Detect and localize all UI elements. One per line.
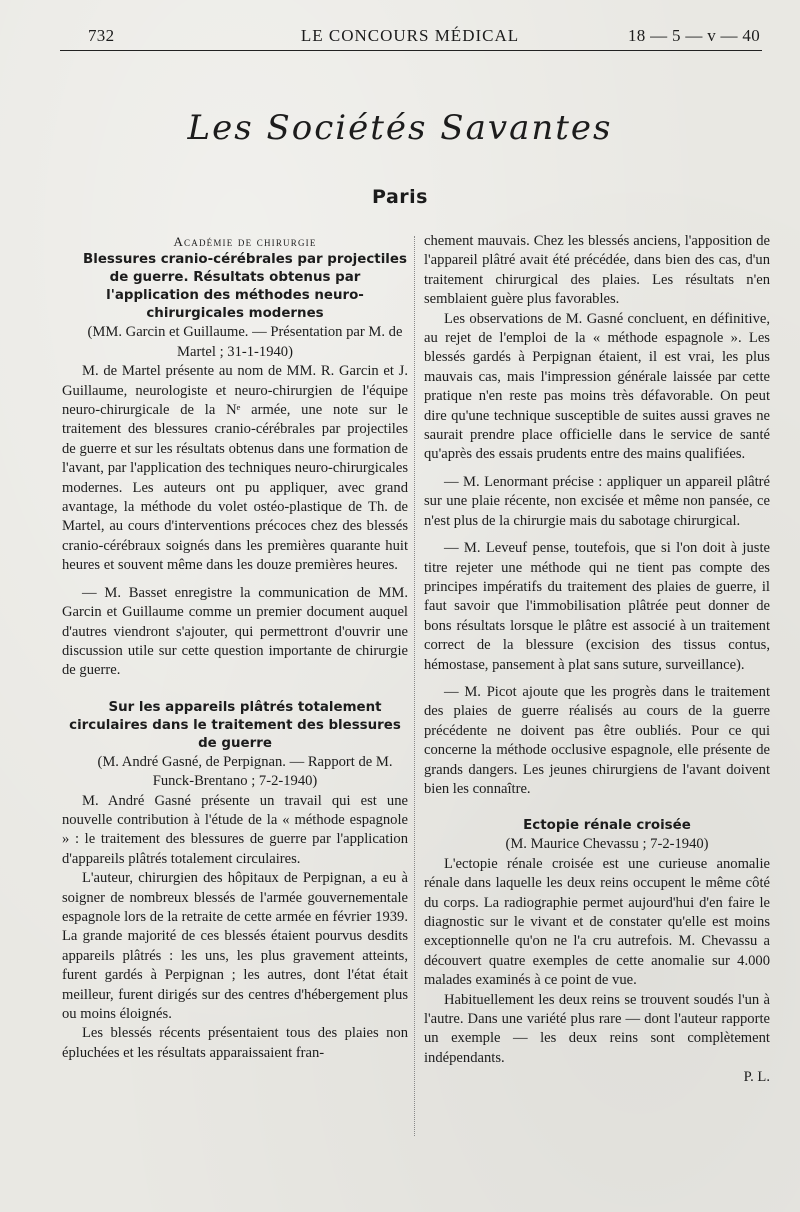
left-column — [62, 232, 408, 1063]
author-signature: P. L. — [743, 1069, 770, 1086]
section-city: Paris — [372, 186, 428, 208]
article2-byline: (M. André Gasné, de Perpignan. — Rapport de M. Funck-Brentano ; 7-2-1940) — [97, 753, 393, 790]
article3-byline: (M. Maurice Chevassu ; 7-2-1940) — [505, 836, 709, 853]
issue-date: 18 — 5 — v — 40 — [628, 26, 760, 45]
academy-heading: Académie de chirurgie — [173, 234, 317, 249]
running-head — [60, 26, 760, 50]
right-column — [424, 232, 770, 1088]
section-title: Les Sociétés Savantes — [187, 108, 613, 148]
discussion-paragraph: — M. Lenormant précise : appliquer un appareil plâtré sur une plaie récente, non excisée et même non pansée, ce n'est plus de la chirurgie mais du sabotage chirurgical. — [424, 473, 770, 529]
article2-continuation: chement mauvais. Chez les blessés anciens, l'apposition de l'appareil plâtré avait été précédée, dans bien des cas, d'un traitement chirurgical des plaies. Les résultats n'en semblaient guère plus favorables. — [424, 233, 770, 308]
article2-paragraph: L'auteur, chirurgien des hôpitaux de Perpignan, a eu à soigner de nombreux blessés de l'armée gouvernementale espagnole lors de la retraite de cette armée en février 1939. La grande majorité de ces blessés étaient pourvus desdits appareils plâtrés : les uns, les plus gravement atteints, furent gardés à Perpignan ; les autres, dont l'état était meilleur, furent dirigés sur des centres d'hébergement plus ou moins éloignés. — [62, 870, 408, 1022]
discussion-paragraph: — M. Leveuf pense, toutefois, que si l'on doit à juste titre rejeter une méthode qui ne tient pas compte des principes impératifs du traitement des plaies de guerre, il faut savoir que l'immobilisation plâtrée peut donner de bons résultats lorsque le plâtre est associé à un traitement correct de la blessure (excision des tissus contus, hémostase, pansement à plat sans suture, surveillance). — [424, 540, 770, 673]
article3-paragraph: Habituellement les deux reins se trouvent soudés l'un à l'autre. Dans une variété plus rare — dont l'auteur rapporte un exemple — les deux reins sont complètement indépendants. — [424, 991, 770, 1066]
page-number: 732 — [88, 26, 115, 45]
article2-continuation: Les observations de M. Gasné concluent, en définitive, au rejet de l'emploi de la « méthode espagnole ». Les blessés gardés à Perpignan étaient, il est vrai, les plus mauvais cas, mais l'impression générale laissée par cette pratique n'en reste pas moins très défavorable. On peut dire qu'une technique susceptible de suites aussi graves ne saurait prendre place officielle dans le service de santé qu'après des essais prudents entre des mains qualifiées. — [424, 310, 770, 463]
article1-title: Blessures cranio-cérébrales par projectiles de guerre. Résultats obtenus par l'application des méthodes neuro-chirurgicales modernes — [83, 252, 407, 322]
article3-paragraph: L'ectopie rénale croisée est une curieuse anomalie rénale dans laquelle les deux reins occupent le même côté du corps. La radiographie permet aujourd'hui d'en faire le diagnostic sur le vivant et de constater qu'elle est moins exceptionnelle qu'on ne l'a cru autrefois. M. Chevassu a découvert quatre exemples de cette anomalie sur 4.000 malades examinés à ce point de vue. — [424, 855, 770, 989]
article1-paragraph: M. de Martel présente au nom de MM. R. Garcin et J. Guillaume, neurologiste et neuro-chirurgien de l'équipe neuro-chirurgicale de la Nᵉ armée, une note sur le traitement des blessures cranio-cérébrales par projectiles de guerre et sur les résultats obtenus dans une formation de l'avant, par l'application des techniques neuro-chirurgicales modernes. Les auteurs ont pu appliquer, avec grand avantage, la méthode du volet ostéo-plastique de Th. de Martel, au cours d'interventions précoces chez des blessés cranio-cérébraux soignés dans les premières quarante huit heures et souvent même dans les douze premières heures. — [62, 363, 408, 574]
article2-paragraph: Les blessés récents présentaient tous des plaies non épluchées et les résultats apparaissaient fran- — [62, 1025, 408, 1061]
header-rule — [60, 50, 762, 51]
article1-byline: (MM. Garcin et Guillaume. — Présentation par M. de Martel ; 31-1-1940) — [87, 324, 403, 360]
discussion-paragraph: — M. Picot ajoute que les progrès dans le traitement des plaies de guerre réalisés au cours de la guerre précédente ne doivent pas être oubliés. Pour ce qui concerne la méthode occlusive espagnole, elle présente de grands dangers. Les jeunes chirurgiens de l'avant doivent bien les connaître. — [424, 683, 770, 797]
column-divider — [414, 236, 415, 1136]
article2-paragraph: M. André Gasné présente un travail qui est une nouvelle contribution à l'étude de la « méthode espagnole » : le traitement des blessures de guerre par l'application d'appareils plâtrés totalement circulaires. — [62, 792, 408, 867]
journal-title: LE CONCOURS MÉDICAL — [300, 26, 520, 45]
article1-paragraph: — M. Basset enregistre la communication de MM. Garcin et Guillaume comme un premier document auquel d'autres viendront s'ajouter, qui permettront d'ouvrir une discussion utile sur cette question importante de chirurgie de guerre. — [62, 584, 408, 679]
article2-title: Sur les appareils plâtrés totalement circulaires dans le traitement des blessures de guerre — [69, 699, 401, 751]
article3-title: Ectopie rénale croisée — [523, 818, 691, 834]
